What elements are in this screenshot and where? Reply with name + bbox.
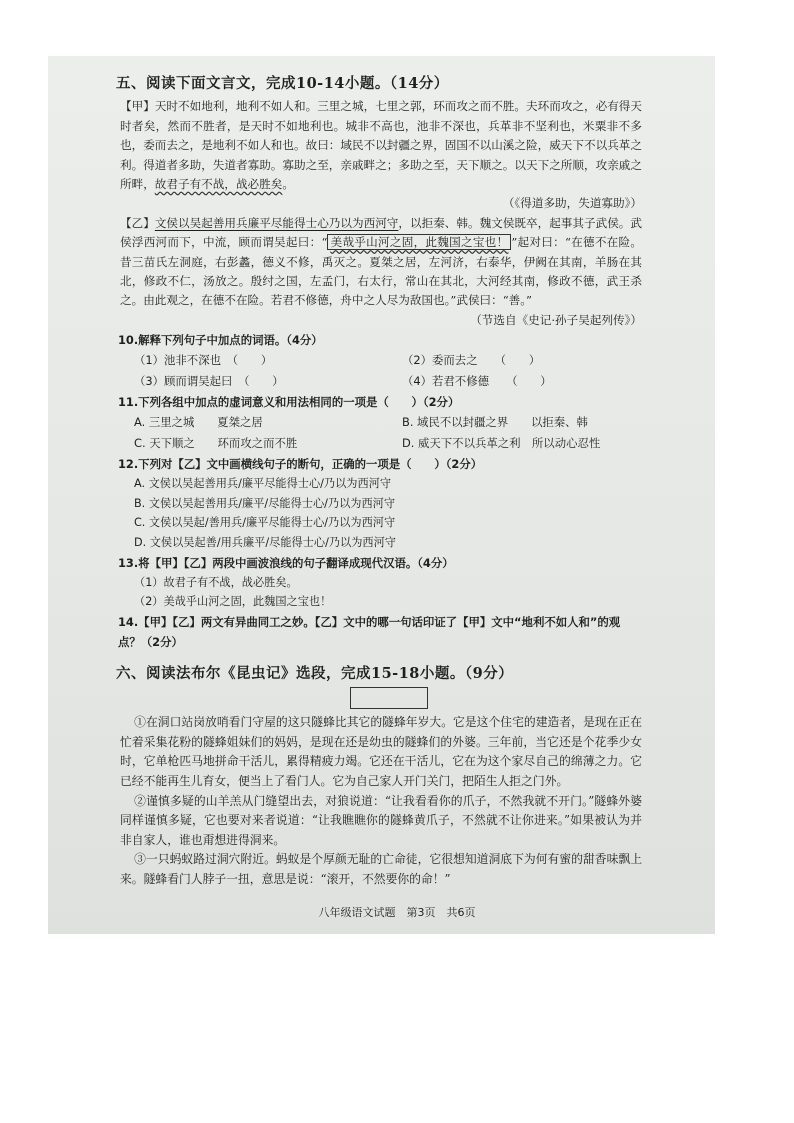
page-footer: 八年级语文试题 第3页 共6页 (318, 906, 476, 919)
question-11-row-2 (134, 433, 642, 454)
passage-yi-label: 【乙】 (120, 215, 155, 230)
question-12-option-d: D. 文侯以吴起善/用兵廉平/尽能得士心/乃以为西河守 (134, 536, 396, 550)
question-12-option-a: A. 文侯以吴起善用兵/廉平尽能得士心/乃以为西河守 (134, 477, 392, 491)
passage-yi-source: （节选自《史记·孙子吴起列传》） (470, 312, 642, 327)
question-10-item-1: （1）池非不深也 （ ） (134, 353, 273, 368)
question-12-option-c: C. 文侯以吴起/善用兵/廉平尽能得士心/乃以为西河守 (134, 516, 396, 530)
question-10-row-2 (134, 371, 642, 392)
passage-yi (120, 214, 642, 311)
passage-yi-underlined-sentence: 文侯以吴起善用兵廉平尽能得士心乃以为西河守 (154, 215, 399, 230)
question-13-item-2: （2）美哉乎山河之固，此魏国之宝也！ (134, 595, 332, 609)
question-11-option-a: A. 三里之城 夏桀之居 (134, 415, 263, 430)
reading-passage (120, 713, 642, 889)
reading-paragraph-3: ③一只蚂蚁路过洞穴附近。蚂蚁是个厚颜无耻的亡命徒，它很想知道洞底下为何有蜜的甜香味飘上来。隧蜂看门人脖子一扭，意思是说：“滚开，不然要你的命！” (120, 852, 642, 886)
question-10-row-1 (134, 350, 642, 371)
passage-jia-text: 天时不如地利，地利不如人和。三里之城，七里之郭，环而攻之而不胜。夫环而攻之，必有得天时者矣，然而不胜者，是天时不如地利也。城非不高也，池非不深也，兵革非不坚利也，米粟非不多也，委而去之，是地利不如人和也。故曰：域民不以封疆之界，固国不以山溪之险，威天下不以兵革之利。得道者多助，失道者寡助。寡助之至，亲戚畔之；多助之至，天下顺之。以天下之所顺，攻亲戚之所畔， (120, 99, 642, 192)
passage-yi-wavy-sentence: 美哉乎山河之固，此魏国之宝也！ (327, 234, 511, 250)
section-6-title: 六、阅读法布尔《昆虫记》选段，完成15-18小题。（9分） (116, 664, 514, 682)
reading-paragraph-1: ①在洞口站岗放哨看门守屋的这只隧蜂比其它的隧蜂年岁大。它是这个住宅的建造者，是现在正在忙着采集花粉的隧蜂姐妹们的妈妈，是现在还是幼虫的隧蜂们的外婆。三年前，当它还是个花季少女时，它单枪匹马地拼命干活儿，累得精疲力竭。它还在干活儿，它在为这个家尽自己的绵薄之力。它已经不能再生儿育女，便当上了看门人。它为自己家人开门关门，把陌生人拒之门外。 (120, 715, 642, 789)
question-11-stem-text: 11.下列各组中加点的虚词意义和用法相同的一项是（ ）（2分） (118, 395, 460, 410)
passage-yi-text-2: ”起对曰：“在德不在险。昔三苗氏左洞庭，右彭蠡，德义不修，禹灭之。夏桀之居，左河济，右泰华，伊阙在其南，羊肠在其北，修政不仁，汤放之。殷纣之国，左孟门，右太行，常山在其北，大河经其南，修政不德，武王杀之。由此观之，在德不在险。若君不修德，舟中之人尽为敌国也。”武侯曰：“善。” (120, 235, 642, 308)
question-14-stem-text: 14.【甲】【乙】两文有异曲同工之妙。【乙】文中的哪一句话印证了【甲】文中“地利不如人和”的观点？（2分） (118, 614, 621, 649)
passage-jia-wavy-sentence: 故君子有不战，战必胜矣 (154, 177, 283, 192)
question-10-stem-text: 10.解释下列句子中加点的词语。（4分） (118, 333, 323, 348)
question-12-stem (118, 454, 642, 474)
blank-title-box (350, 687, 428, 709)
reading-paragraph-2: ②谨慎多疑的山羊羔从门缝望出去，对狼说道：“让我看看你的爪子，不然我就不开门。”隧蜂外婆同样谨慎多疑，它也要对来者说道：“让我瞧瞧你的隧蜂黄爪子，不然就不让你进来。”如果被认为并非自家人，谁也甭想进得洞来。 (120, 793, 642, 847)
question-12-stem-text: 12.下列对【乙】文中画横线句子的断句，正确的一项是（ ）（2分） (118, 457, 483, 472)
passage-jia-end: 。 (282, 177, 294, 192)
question-11-row-1 (134, 412, 642, 433)
passage-yi-text-1: ，以拒秦、韩。魏文侯既卒，起事其子武侯。武侯浮西河而下，中流，顾而谓吴起曰：“ (120, 215, 642, 250)
section-5-title: 五、阅读下面文言文，完成10-14小题。（14分） (116, 75, 449, 92)
question-13-item-1: （1）故君子有不战，战必胜矣。 (134, 575, 298, 589)
question-13-stem-text: 13.将【甲】【乙】两段中画波浪线的句子翻译成现代汉语。（4分） (118, 555, 454, 570)
passage-jia (120, 97, 642, 194)
question-11-option-b: B. 域民不以封疆之界 以拒秦、韩 (402, 415, 588, 430)
question-13-stem (118, 553, 642, 573)
passage-jia-source: （《得道多助，失道寡助》） (502, 196, 642, 211)
question-11-option-c: C. 天下顺之 环而攻之而不胜 (134, 436, 298, 451)
question-10-item-2: （2）委而去之 （ ） (402, 353, 541, 368)
question-11-option-d: D. 威天下不以兵革之利 所以动心忍性 (402, 436, 601, 451)
question-10-stem (118, 330, 642, 350)
question-11-stem (118, 392, 642, 412)
question-10-item-3: （3）顾而谓吴起曰 （ ） (134, 374, 284, 389)
exam-sheet (62, 68, 642, 890)
question-10-item-4: （4）若君不修德 （ ） (402, 374, 552, 389)
passage-jia-label: 【甲】 (120, 99, 155, 114)
question-14-stem (118, 612, 642, 652)
question-12-option-b: B. 文侯以吴起善用兵/廉平/尽能得士心/乃以为西河守 (134, 496, 396, 510)
